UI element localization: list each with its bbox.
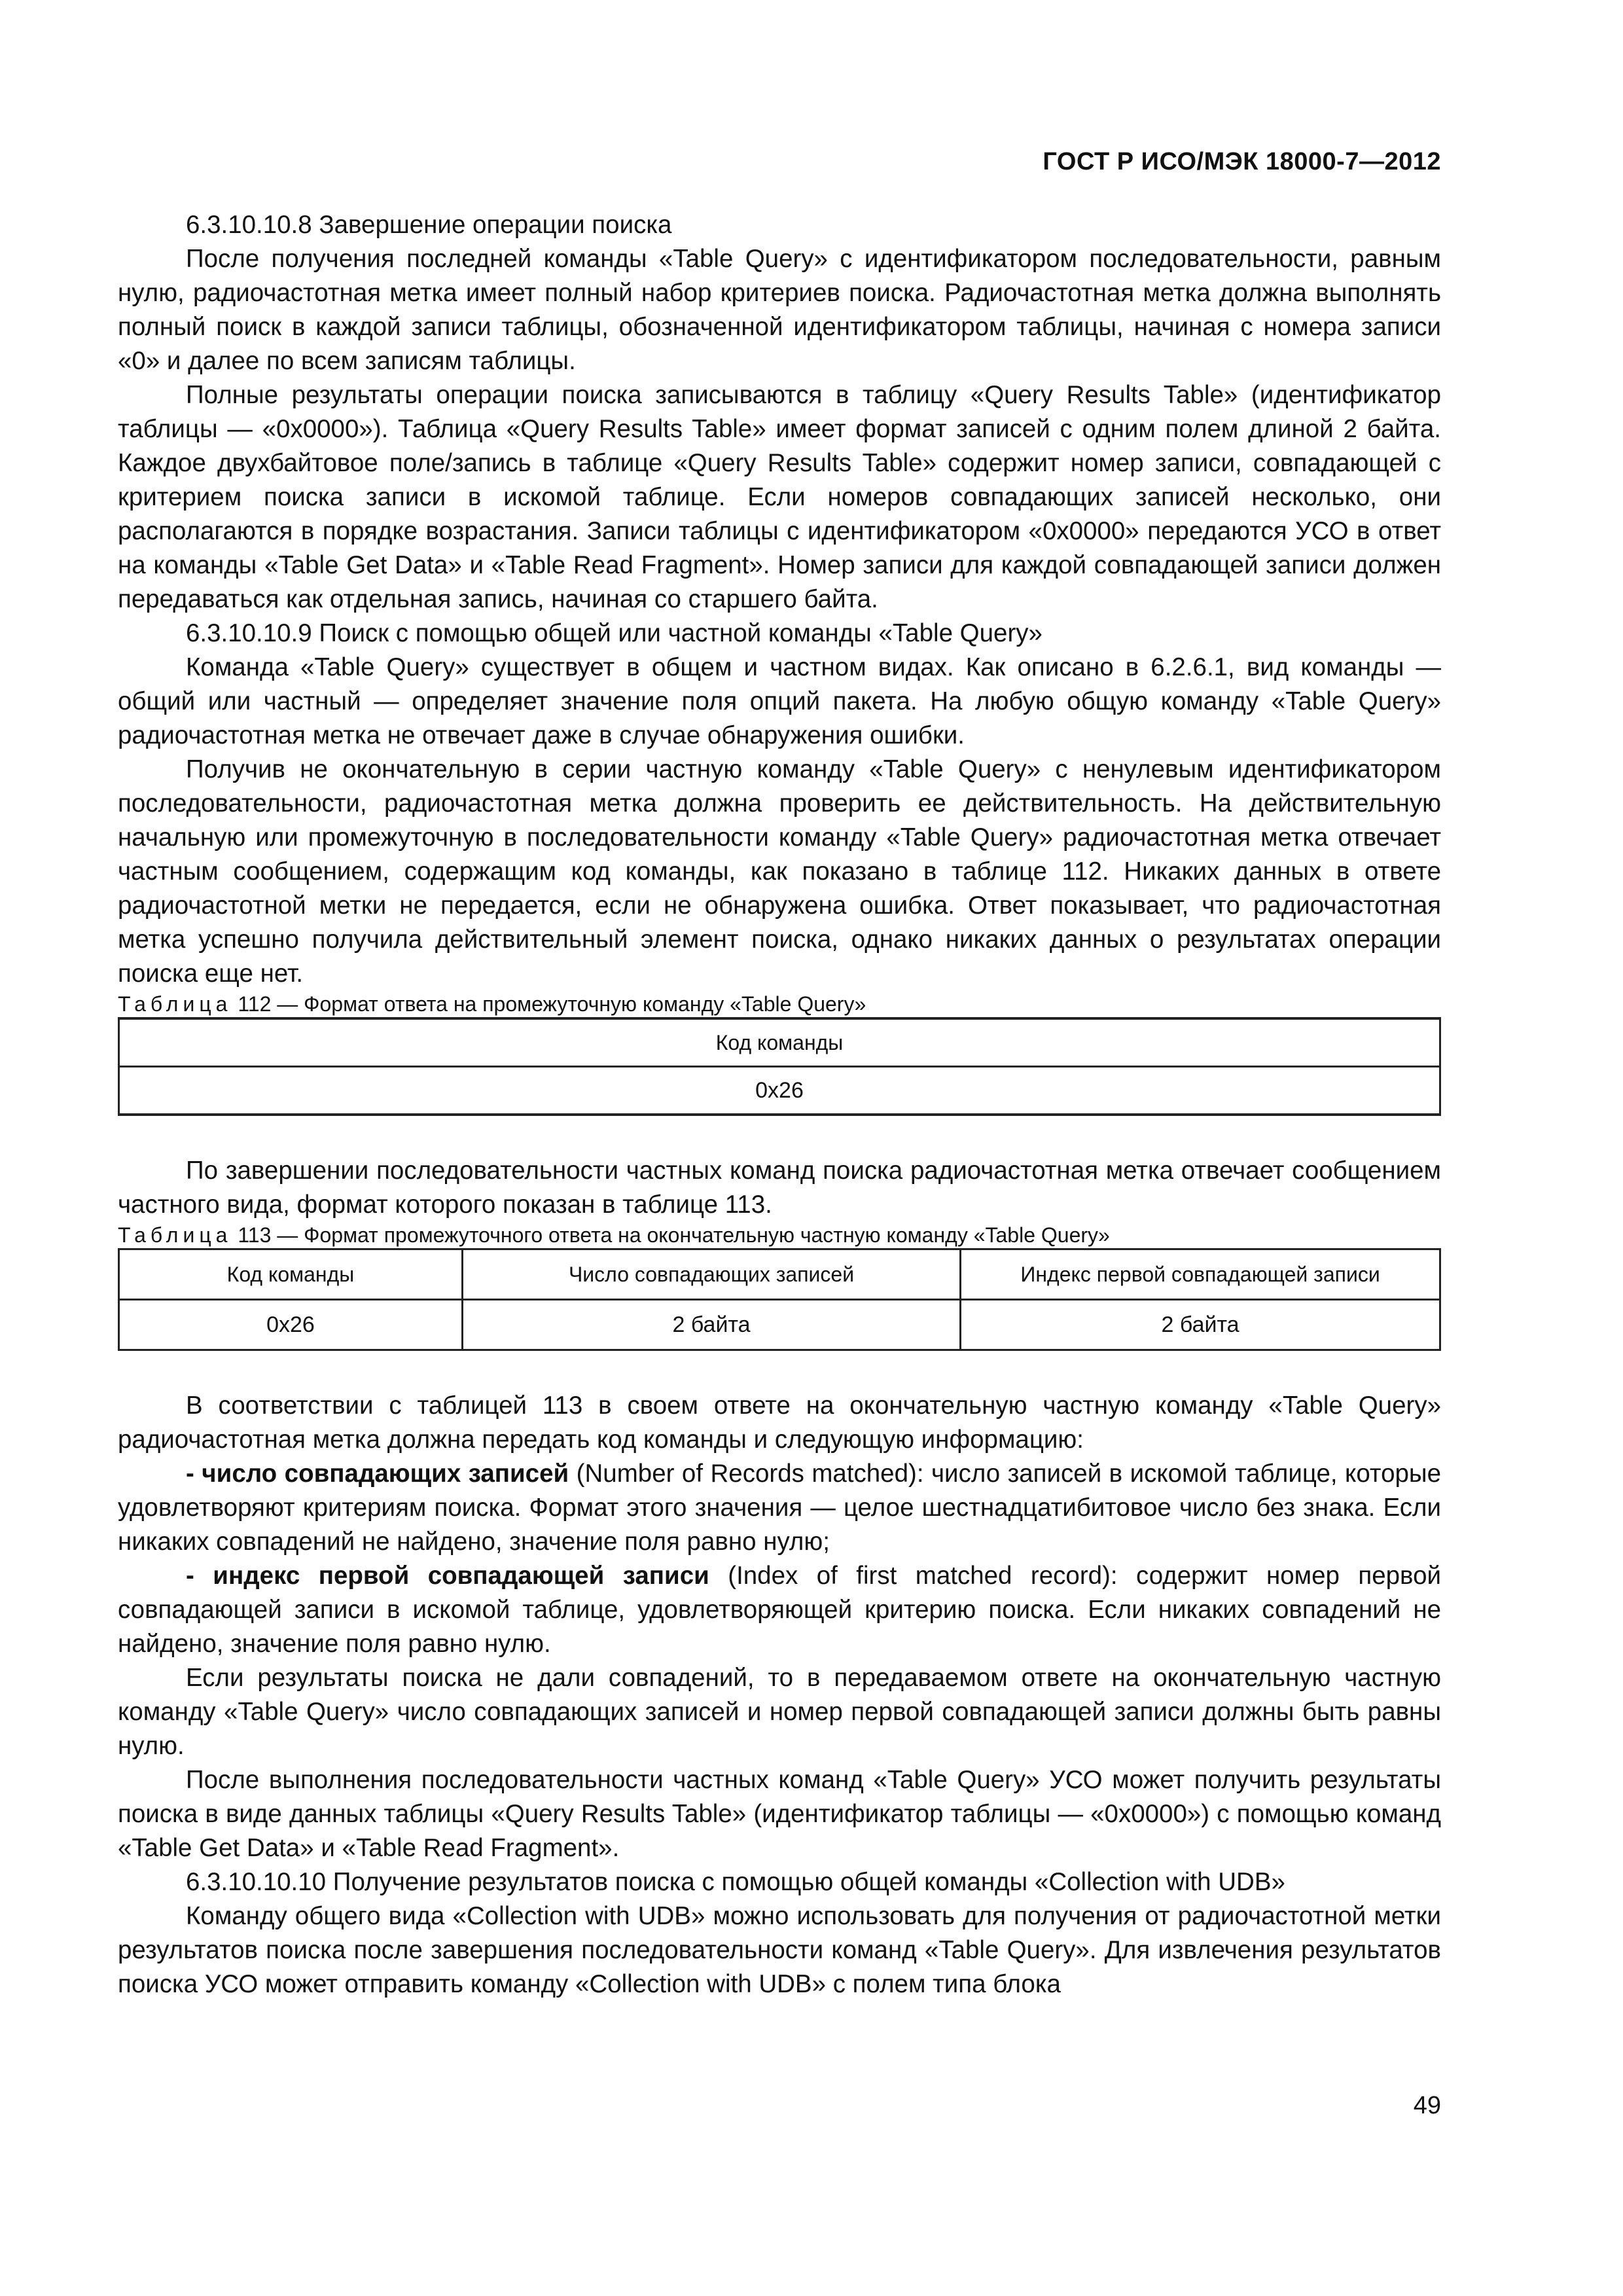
paragraph: По завершении последовательности частных команд поиска радиочастотная метка отвечает сообщением частного вида, формат которого показан в таблице 113.: [118, 1157, 1441, 1219]
table-112: [118, 1017, 1441, 1116]
table-cell: 0x26: [119, 1300, 463, 1350]
page-content: [118, 208, 1441, 2001]
page-number: 49: [1413, 2092, 1441, 2119]
paragraph: После выполнения последовательности частных команд «Table Query» УСО может получить результаты поиска в виде данных таблицы «Query Results Table» (идентификатор таблицы — «0x0000») с помощью команд «Table Get Data» и «Table Read Fragment».: [118, 1766, 1441, 1862]
caption-text: 112 — Формат ответа на промежуточную команду «Table Query»: [232, 992, 866, 1016]
paragraph: Полные результаты операции поиска записываются в таблицу «Query Results Table» (идентификатор таблицы — «0x0000»). Таблица «Query Results Table» имеет формат записей с одним полем длиной 2 байта. Каждое двухбайтовое поле/запись в таблице «Query Results Table» содержит номер записи, совпадающей с критерием поиска записи в искомой таблице. Если номеров совпадающих записей несколько, они располагаются в порядке возрастания. Записи таблицы с идентификатором «0x0000» передаются УСО в ответ на команды «Table Get Data» и «Table Read Fragment». Номер записи для каждой совпадающей записи должен передаваться как отдельная запись, начиная со старшего байта.: [118, 381, 1441, 613]
list-item-term: - число совпадающих записей: [186, 1460, 569, 1488]
caption-word: Таблица: [118, 1223, 232, 1247]
section-heading-8: 6.3.10.10.8 Завершение операции поиска: [186, 211, 672, 239]
paragraph: Если результаты поиска не дали совпадений, то в передаваемом ответе на окончательную частную команду «Table Query» число совпадающих записей и номер первой совпадающей записи должны быть равны нулю.: [118, 1664, 1441, 1760]
list-item: [118, 1457, 1441, 1559]
caption-text: 113 — Формат промежуточного ответа на окончательную частную команду «Table Query»: [232, 1223, 1110, 1247]
document-header: ГОСТ Р ИСО/МЭК 18000-7—2012: [1043, 148, 1441, 175]
list-item-text: (Number of Records matched): число записей в искомой таблице, которые удовлетворяют критериям поиска. Формат этого значения — целое шестнадцатибитовое число без знака. Если никаких совпадений не найдено, значение поля равно нулю;: [118, 1460, 1441, 1556]
paragraph: Команду общего вида «Collection with UDB» можно использовать для получения от радиочастотной метки результатов поиска после завершения последовательности команд «Table Query». Для извлечения результатов поиска УСО может отправить команду «Collection with UDB» с полем типа блока: [118, 1902, 1441, 1998]
list-item-term: - индекс первой совпадающей записи: [186, 1562, 709, 1590]
table-cell: 0x26: [119, 1067, 1440, 1115]
table-112-caption: [118, 991, 1441, 1017]
section-heading-10: 6.3.10.10.10 Получение результатов поиска с помощью общей команды «Collection with UDB»: [186, 1868, 1285, 1896]
table-cell: 2 байта: [961, 1300, 1440, 1350]
paragraph: После получения последней команды «Table Query» с идентификатором последовательности, равным нулю, радиочастотная метка имеет полный набор критериев поиска. Радиочастотная метка должна выполнять полный поиск в каждой записи таблицы, обозначенной идентификатором таблицы, начиная с номера записи «0» и далее по всем записям таблицы.: [118, 245, 1441, 375]
section-heading-9: 6.3.10.10.9 Поиск с помощью общей или частной команды «Table Query»: [186, 619, 1043, 647]
table-header-cell: Число совпадающих записей: [462, 1249, 960, 1300]
list-item-text: (Index of first matched record): содержит номер первой совпадающей записи в искомой таблице, удовлетворяющей критерию поиска. Если никаких совпадений не найдено, значение поля равно нулю.: [118, 1562, 1441, 1658]
table-header-cell: Код команды: [119, 1018, 1440, 1067]
caption-word: Таблица: [118, 992, 232, 1016]
paragraph: Команда «Table Query» существует в общем и частном видах. Как описано в 6.2.6.1, вид команды — общий или частный — определяет значение поля опций пакета. На любую общую команду «Table Query» радиочастотная метка не отвечает даже в случае обнаружения ошибки.: [118, 653, 1441, 749]
table-113-caption: [118, 1222, 1441, 1248]
table-113: [118, 1248, 1441, 1351]
list-item: [118, 1559, 1441, 1661]
table-cell: 2 байта: [462, 1300, 960, 1350]
paragraph: Получив не окончательную в серии частную команду «Table Query» с ненулевым идентификатором последовательности, радиочастотная метка должна проверить ее действительность. На действительную начальную или промежуточную в последовательности команду «Table Query» радиочастотная метка отвечает частным сообщением, содержащим код команды, как показано в таблице 112. Никаких данных в ответе радиочастотной метки не передается, если не обнаружена ошибка. Ответ показывает, что радиочастотная метка успешно получила действительный элемент поиска, однако никаких данных о результатах операции поиска еще нет.: [118, 755, 1441, 988]
paragraph: В соответствии с таблицей 113 в своем ответе на окончательную частную команду «Table Query» радиочастотная метка должна передать код команды и следующую информацию:: [118, 1391, 1441, 1454]
table-header-cell: Индекс первой совпадающей записи: [961, 1249, 1440, 1300]
table-header-cell: Код команды: [119, 1249, 463, 1300]
